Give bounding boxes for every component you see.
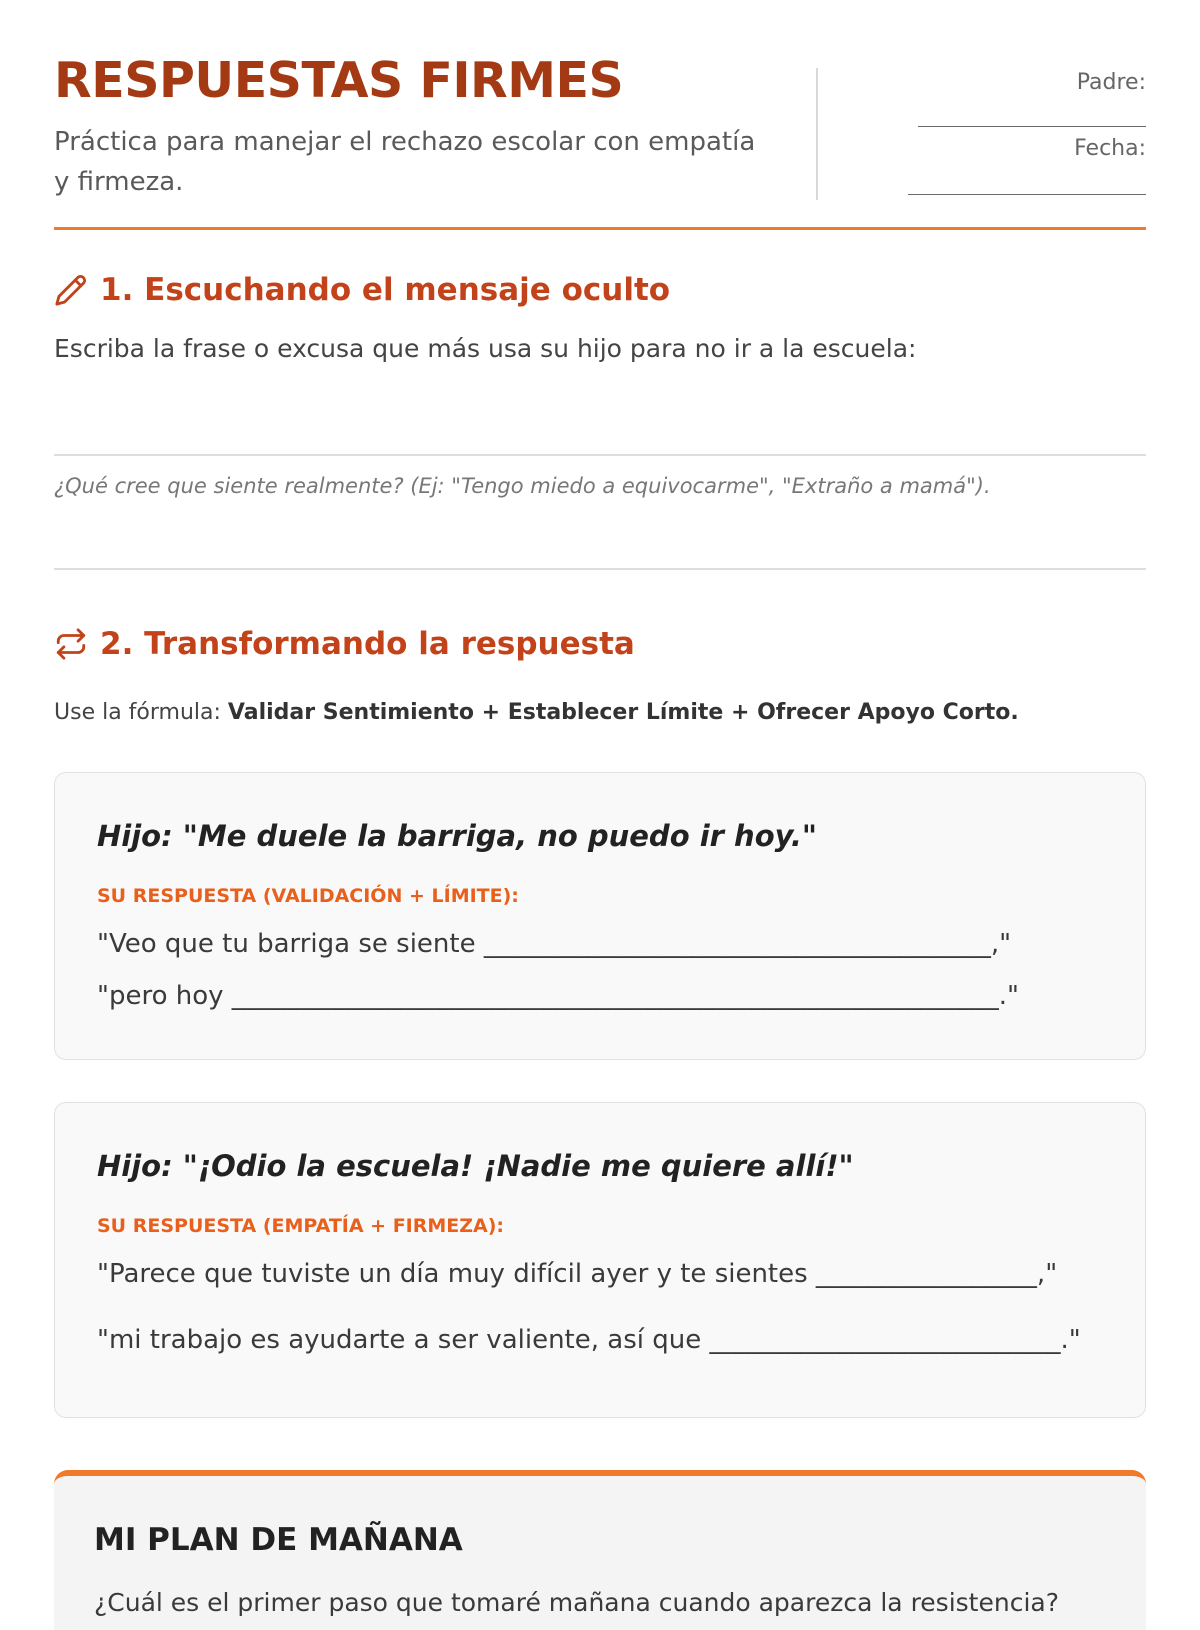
plan-title: MI PLAN DE MAÑANA [94,1522,463,1558]
page-title: RESPUESTAS FIRMES [54,52,624,109]
response-line[interactable]: "mi trabajo es ayudarte a ser valiente, así que ___________________________." [97,1325,1081,1355]
repeat-icon [54,627,88,661]
formula-bold: Validar Sentimiento + Establecer Límite + Ofrecer Apoyo Corto. [227,700,1019,725]
section-1-prompt: Escriba la frase o excusa que más usa su hijo para no ir a la escuela: [54,334,917,363]
padre-field[interactable] [918,126,1146,127]
page-subtitle: Práctica para manejar el rechazo escolar con empatía y firmeza. [54,127,756,197]
section-1-title: 1. Escuchando el mensaje oculto [100,272,671,308]
plan-box [54,1470,1146,1630]
response-line[interactable]: "Veo que tu barriga se siente _______________________________________," [97,929,1012,959]
worksheet-header [54,0,1146,230]
response-line[interactable]: "Parece que tuviste un día muy difícil ayer y te sientes _________________," [97,1259,1058,1289]
padre-label: Padre: [1076,70,1146,95]
child-quote: Hijo: "¡Odio la escuela! ¡Nadie me quiere allí!" [97,1149,854,1183]
plan-question: ¿Cuál es el primer paso que tomaré mañana cuando aparezca la resistencia? [94,1588,1059,1617]
child-quote: Hijo: "Me duele la barriga, no puedo ir hoy." [97,819,817,853]
feeling-answer-line[interactable] [54,568,1146,570]
formula-prefix: Use la fórmula: [54,700,228,725]
excuse-answer-line[interactable] [54,454,1146,456]
section-1-hint: ¿Qué cree que siente realmente? (Ej: "Tengo miedo a equivocarme", "Extraño a mamá"). [54,474,991,498]
fecha-field[interactable] [908,194,1146,195]
response-label: SU RESPUESTA (VALIDACIÓN + LÍMITE): [97,885,519,907]
pencil-icon [54,273,88,307]
section-2-heading [54,626,635,662]
scenario-card [54,1102,1146,1418]
response-label: SU RESPUESTA (EMPATÍA + FIRMEZA): [97,1215,505,1237]
formula-text [54,700,1019,725]
header-divider [816,68,818,200]
fecha-label: Fecha: [1074,136,1146,161]
scenario-card [54,772,1146,1060]
response-line[interactable]: "pero hoy ___________________________________________________________." [97,981,1020,1011]
section-2-title: 2. Transformando la respuesta [100,626,635,662]
section-1-heading [54,272,670,308]
